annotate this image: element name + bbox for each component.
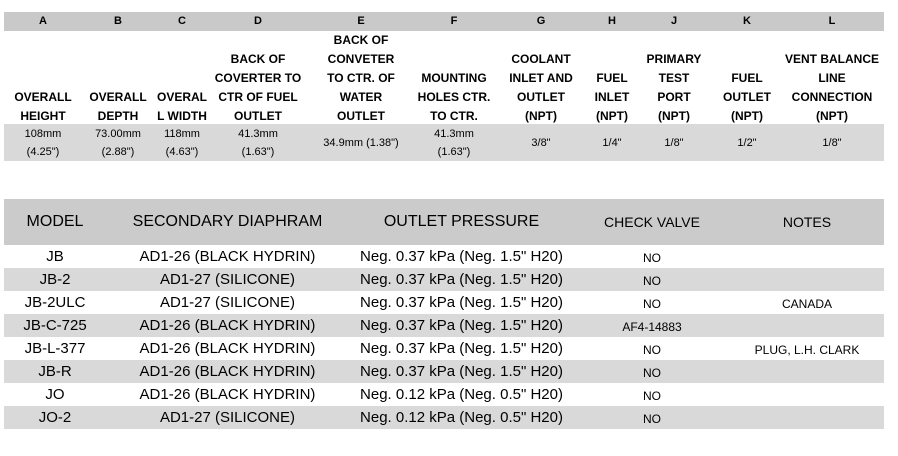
check-valve-cell: NO xyxy=(643,343,661,357)
dim-value-metric: 108mm xyxy=(24,127,62,140)
dim-value xyxy=(210,124,306,161)
table-row xyxy=(4,291,884,314)
dim-header: MOUNTING HOLES CTR. TO CTR. xyxy=(417,71,491,123)
dim-header: OVERAL L WIDTH xyxy=(156,90,207,123)
header-pressure: OUTLET PRESSURE xyxy=(383,213,540,230)
dim-value-metric: 41.3mm xyxy=(238,127,278,140)
dim-value-imperial: (2.88") xyxy=(101,145,135,158)
model-cell: JB xyxy=(46,248,64,265)
dim-value xyxy=(154,124,210,161)
table-row xyxy=(4,406,884,429)
dim-value-metric: 118mm xyxy=(164,127,200,140)
diaphram-cell: AD1-26 (BLACK HYDRIN) xyxy=(139,386,316,403)
dim-letter: A xyxy=(39,15,47,27)
dim-letter: C xyxy=(178,15,186,27)
models-body xyxy=(4,245,884,429)
notes-cell xyxy=(730,314,884,337)
dim-value-metric: 41.3mm xyxy=(434,127,474,140)
pressure-cell: Neg. 0.37 kPa (Neg. 1.5" H20) xyxy=(360,317,563,334)
dim-value xyxy=(780,124,884,161)
dim-header: FUEL OUTLET (NPT) xyxy=(723,71,771,123)
dim-value-text: 1/8" xyxy=(664,136,684,149)
diaphram-cell: AD1-27 (SILICONE) xyxy=(159,409,296,426)
header-notes: NOTES xyxy=(782,214,832,230)
table-row xyxy=(4,268,884,291)
diaphram-cell: AD1-26 (BLACK HYDRIN) xyxy=(139,248,316,265)
dim-value xyxy=(590,124,634,161)
dim-value xyxy=(634,124,714,161)
table-row xyxy=(4,337,884,360)
check-valve-cell: NO xyxy=(643,366,661,380)
check-valve-cell: NO xyxy=(643,297,661,311)
dim-value xyxy=(4,124,82,161)
dim-letter: E xyxy=(357,15,365,27)
notes-cell: PLUG, L.H. CLARK xyxy=(754,343,860,357)
check-valve-cell: NO xyxy=(643,412,661,426)
notes-cell xyxy=(730,383,884,406)
notes-cell xyxy=(730,245,884,268)
dim-value-text: 1/2" xyxy=(737,136,757,149)
dim-letter: G xyxy=(536,15,546,27)
notes-cell xyxy=(730,406,884,429)
pressure-cell: Neg. 0.37 kPa (Neg. 1.5" H20) xyxy=(360,248,563,265)
notes-cell xyxy=(730,360,884,383)
dim-header: VENT BALANCE LINE CONNECTION (NPT) xyxy=(784,52,879,123)
model-cell: JB-R xyxy=(38,363,72,380)
model-cell: JO xyxy=(45,386,65,403)
check-valve-cell: NO xyxy=(643,251,661,265)
notes-cell xyxy=(730,268,884,291)
dim-letter: K xyxy=(743,15,751,27)
dim-header: OVERALL DEPTH xyxy=(89,90,147,123)
dim-value xyxy=(82,124,154,161)
dim-value-text: 1/4" xyxy=(602,136,622,149)
dim-letter: J xyxy=(670,15,678,27)
header-check-valve: CHECK VALVE xyxy=(604,214,700,230)
dim-value-text: 1/8" xyxy=(822,136,842,149)
dim-header: OVERALL HEIGHT xyxy=(14,90,72,123)
diaphram-cell: AD1-26 (BLACK HYDRIN) xyxy=(139,317,316,334)
models-header-row xyxy=(4,199,884,245)
dim-letter: L xyxy=(828,15,836,27)
diaphram-cell: AD1-27 (SILICONE) xyxy=(159,294,296,311)
dim-value-imperial: (1.63") xyxy=(437,145,471,158)
dimension-headers-row xyxy=(4,31,884,124)
dim-value xyxy=(416,124,492,161)
model-cell: JB-L-377 xyxy=(24,340,86,357)
dim-value-text: 3/8" xyxy=(531,136,551,149)
dim-value-imperial: (4.25") xyxy=(26,145,60,158)
table-row xyxy=(4,245,884,268)
pressure-cell: Neg. 0.12 kPa (Neg. 0.5" H20) xyxy=(360,409,563,426)
diaphram-cell: AD1-26 (BLACK HYDRIN) xyxy=(139,363,316,380)
dim-header: BACK OF CONVETER TO CTR. OF WATER OUTLET xyxy=(327,33,395,123)
table-row xyxy=(4,314,884,337)
header-model: MODEL xyxy=(26,213,84,230)
dim-value xyxy=(492,124,590,161)
diaphram-cell: AD1-26 (BLACK HYDRIN) xyxy=(139,340,316,357)
dimension-letters-row xyxy=(4,12,884,31)
pressure-cell: Neg. 0.37 kPa (Neg. 1.5" H20) xyxy=(360,340,563,357)
model-cell: JB-C-725 xyxy=(23,317,87,334)
dim-value-imperial: (1.63") xyxy=(241,145,275,158)
dim-value-metric: 73.00mm xyxy=(95,127,141,140)
dim-value xyxy=(306,124,416,161)
check-valve-cell: NO xyxy=(643,274,661,288)
dim-header: COOLANT INLET AND OUTLET (NPT) xyxy=(509,52,573,123)
model-cell: JO-2 xyxy=(38,409,72,426)
table-row xyxy=(4,383,884,406)
header-diaphram: SECONDARY DIAPHRAM xyxy=(132,213,323,230)
dim-header: BACK OF COVERTER TO CTR OF FUEL OUTLET xyxy=(214,52,302,123)
pressure-cell: Neg. 0.37 kPa (Neg. 1.5" H20) xyxy=(360,271,563,288)
pressure-cell: Neg. 0.12 kPa (Neg. 0.5" H20) xyxy=(360,386,563,403)
table-row xyxy=(4,360,884,383)
dim-letter: B xyxy=(114,15,122,27)
model-cell: JB-2ULC xyxy=(24,294,86,311)
dimensions-table xyxy=(4,12,884,161)
dim-value-imperial: (4.63") xyxy=(165,145,199,158)
notes-cell: CANADA xyxy=(781,297,832,311)
dimension-values-row xyxy=(4,124,884,161)
pressure-cell: Neg. 0.37 kPa (Neg. 1.5" H20) xyxy=(360,363,563,380)
dim-header: FUEL INLET (NPT) xyxy=(594,71,630,123)
dim-letter: D xyxy=(254,15,262,27)
dim-value xyxy=(714,124,780,161)
model-cell: JB-2 xyxy=(39,271,71,288)
dim-header: PRIMARY TEST PORT (NPT) xyxy=(646,52,702,123)
models-table xyxy=(4,199,884,429)
dim-value-text: 34.9mm (1.38") xyxy=(323,136,399,149)
dim-letter: H xyxy=(608,15,616,27)
dim-letter: F xyxy=(450,15,458,27)
check-valve-cell: NO xyxy=(643,389,661,403)
diaphram-cell: AD1-27 (SILICONE) xyxy=(159,271,296,288)
pressure-cell: Neg. 0.37 kPa (Neg. 1.5" H20) xyxy=(360,294,563,311)
check-valve-cell: AF4-14883 xyxy=(622,320,682,334)
